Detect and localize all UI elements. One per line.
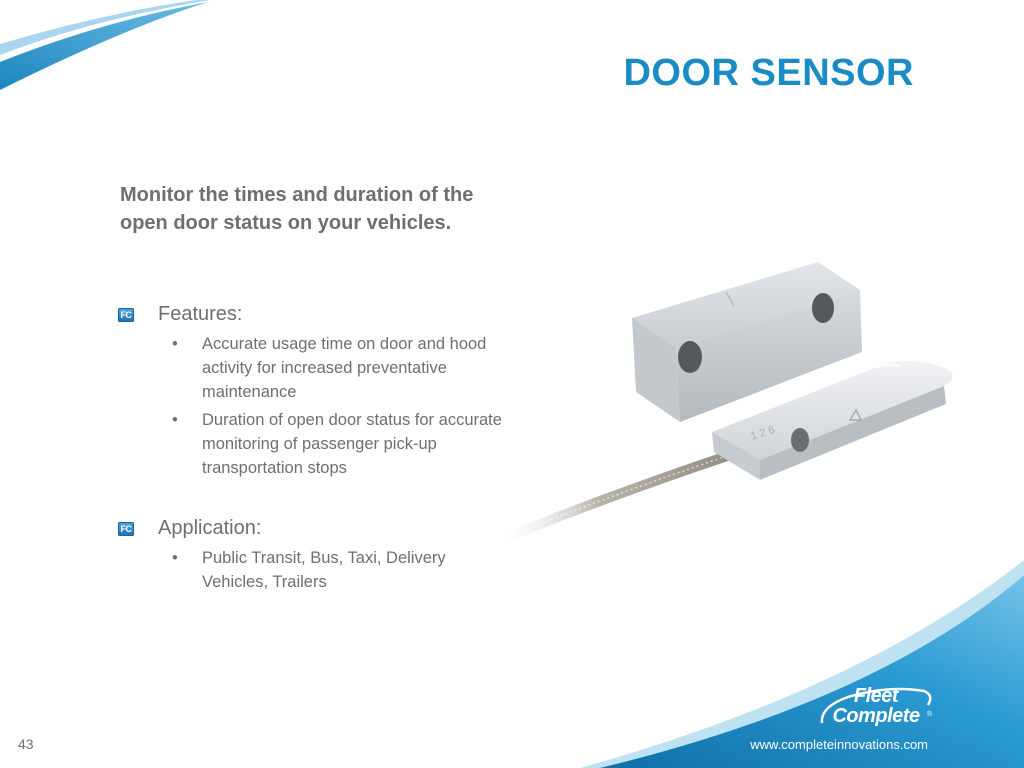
logo-line1: Fleet	[853, 685, 899, 707]
website-url: www.completeinnovations.com	[750, 737, 928, 752]
list-item-text: Public Transit, Bus, Taxi, Delivery Vehicles, Trailers	[202, 549, 446, 591]
registered-mark: ®	[926, 711, 932, 718]
fc-bullet-icon: FC	[118, 522, 134, 536]
list-item	[172, 408, 502, 480]
logo-line2: Complete	[832, 705, 920, 727]
features-heading	[118, 303, 242, 326]
bullet-dot: •	[172, 335, 178, 353]
svg-text:1 2 6: 1 2 6	[749, 423, 777, 443]
page-number: 43	[18, 736, 34, 752]
list-item-text: Duration of open door status for accurate monitoring of passenger pick-up transportation stops	[202, 411, 502, 477]
features-label: Features:	[158, 303, 243, 325]
features-list	[172, 332, 502, 484]
list-item-text: Accurate usage time on door and hood activity for increased preventative maintenance	[202, 335, 487, 401]
bullet-dot: •	[172, 411, 178, 429]
slide-title: DOOR SENSOR	[623, 52, 914, 94]
bullet-dot: •	[172, 549, 178, 567]
list-item	[172, 546, 502, 594]
application-heading	[118, 517, 261, 540]
intro-text: Monitor the times and duration of the open door status on your vehicles.	[120, 184, 474, 234]
list-item	[172, 332, 502, 404]
application-list	[172, 546, 502, 598]
fleet-complete-logo	[818, 683, 934, 733]
fc-bullet-icon: FC	[118, 308, 134, 322]
application-label: Application:	[158, 517, 262, 539]
